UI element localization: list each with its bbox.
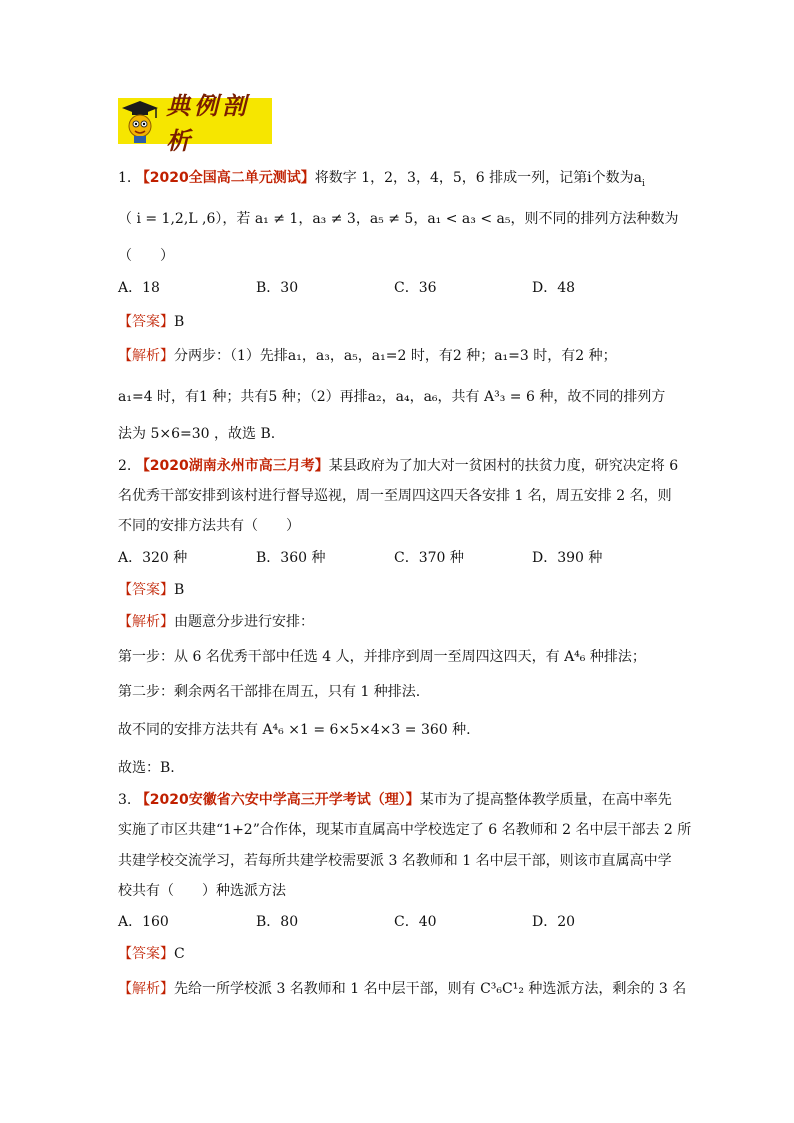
- question-text: 将数字 1，2，3，4，5，6 排成一列，记第i个数为a: [314, 170, 642, 186]
- option-b: B．360 种: [256, 550, 326, 566]
- section-banner: [118, 92, 272, 155]
- analysis-text: 分两步：（1）先排a₁，a₃，a₅，a₁=2 时，有2 种；a₁=3 时，有2 种；: [174, 348, 617, 364]
- question-number: 3.: [118, 792, 132, 808]
- q3-stem-line1: [118, 790, 672, 810]
- q1-paren: （ ）: [118, 248, 174, 264]
- q2-analysis-line4: 故不同的安排方法共有 A⁴₆ ×1 = 6×5×4×3 = 360 种.: [118, 722, 471, 738]
- q3-stem-line2: 实施了市区共建“1+2”合作体，现某市直属高中学校选定了 6 名教师和 2 名中层干部去 2 所: [118, 822, 692, 838]
- q3-stem-line4: 校共有（ ）种选派方法: [118, 883, 286, 899]
- q1-analysis-line1: [118, 346, 617, 366]
- question-source: 【2020湖南永州市高三月考】: [135, 458, 329, 474]
- question-source: 【2020安徽省六安中学高三开学考试（理）】: [135, 792, 420, 808]
- q1-answer: [118, 312, 184, 332]
- answer-label: 【答案】: [118, 582, 174, 598]
- option-c: C．370 种: [394, 550, 464, 566]
- q3-options: [118, 912, 670, 932]
- q3-stem-line3: 共建学校交流学习，若每所共建学校需要派 3 名教师和 1 名中层干部，则该市直属高中学: [118, 853, 672, 869]
- answer-label: 【答案】: [118, 314, 174, 330]
- q3-analysis-line1: [118, 979, 686, 999]
- q1-options: [118, 278, 670, 298]
- option-d: D．20: [532, 914, 576, 930]
- answer-value: C: [174, 946, 185, 962]
- q3-answer: [118, 944, 185, 964]
- option-d: D．48: [532, 280, 576, 296]
- banner-title: 典例剖析: [166, 92, 250, 155]
- q2-options: [118, 548, 670, 568]
- answer-value: B: [174, 314, 185, 330]
- analysis-label: 【解析】: [118, 348, 174, 364]
- scholar-mascot-icon: [118, 98, 162, 144]
- option-b: B．80: [256, 914, 299, 930]
- q2-analysis-line5: 故选：B.: [118, 760, 175, 776]
- q2-analysis-line1: [118, 612, 314, 632]
- answer-label: 【答案】: [118, 946, 174, 962]
- q1-analysis-line3: 法为 5×6=30 ，故选 B.: [118, 426, 276, 442]
- option-c: C．40: [394, 914, 437, 930]
- option-a: A．160: [118, 914, 169, 930]
- subscript: i: [641, 178, 645, 189]
- analysis-label: 【解析】: [118, 614, 174, 630]
- q2-stem-line1: [118, 456, 678, 476]
- question-number: 2.: [118, 458, 132, 474]
- question-text: 某县政府为了加大对一贫困村的扶贫力度，研究决定将 6: [328, 458, 679, 474]
- answer-value: B: [174, 582, 185, 598]
- q2-analysis-line2: 第一步：从 6 名优秀干部中任选 4 人，并排序到周一至周四这四天，有 A⁴₆ 种排法；: [118, 649, 646, 665]
- q2-analysis-line3: 第二步：剩余两名干部排在周五，只有 1 种排法.: [118, 684, 421, 700]
- option-d: D．390 种: [532, 550, 603, 566]
- option-c: C．36: [394, 280, 437, 296]
- q1-stem-line1: [118, 168, 645, 194]
- option-a: A．18: [118, 280, 160, 296]
- question-number: 1.: [118, 170, 132, 186]
- q1-analysis-line2: a₁=4 时，有1 种；共有5 种；（2）再排a₂，a₄，a₆，共有 A³₃ = 6 种，故不同的排列方: [118, 389, 666, 405]
- q2-answer: [118, 580, 184, 600]
- option-a: A．320 种: [118, 550, 188, 566]
- analysis-label: 【解析】: [118, 981, 174, 997]
- analysis-text: 由题意分步进行安排：: [174, 614, 314, 630]
- option-b: B．30: [256, 280, 299, 296]
- q2-stem-line2: 名优秀干部安排到该村进行督导巡视，周一至周四这四天各安排 1 名，周五安排 2 名，则: [118, 488, 672, 504]
- q1-stem-line2: （ i = 1,2,L ,6），若 a₁ ≠ 1，a₃ ≠ 3，a₅ ≠ 5，a₁ < a₃ < a₅，则不同的排列方法种数为: [118, 211, 679, 227]
- question-text: 某市为了提高整体教学质量，在高中率先: [419, 792, 672, 808]
- analysis-text: 先给一所学校派 3 名教师和 1 名中层干部，则有 C³₆C¹₂ 种选派方法，剩余的 3 名: [174, 981, 687, 997]
- q2-stem-line3: 不同的安排方法共有（ ）: [118, 518, 300, 534]
- question-source: 【2020全国高二单元测试】: [135, 170, 315, 186]
